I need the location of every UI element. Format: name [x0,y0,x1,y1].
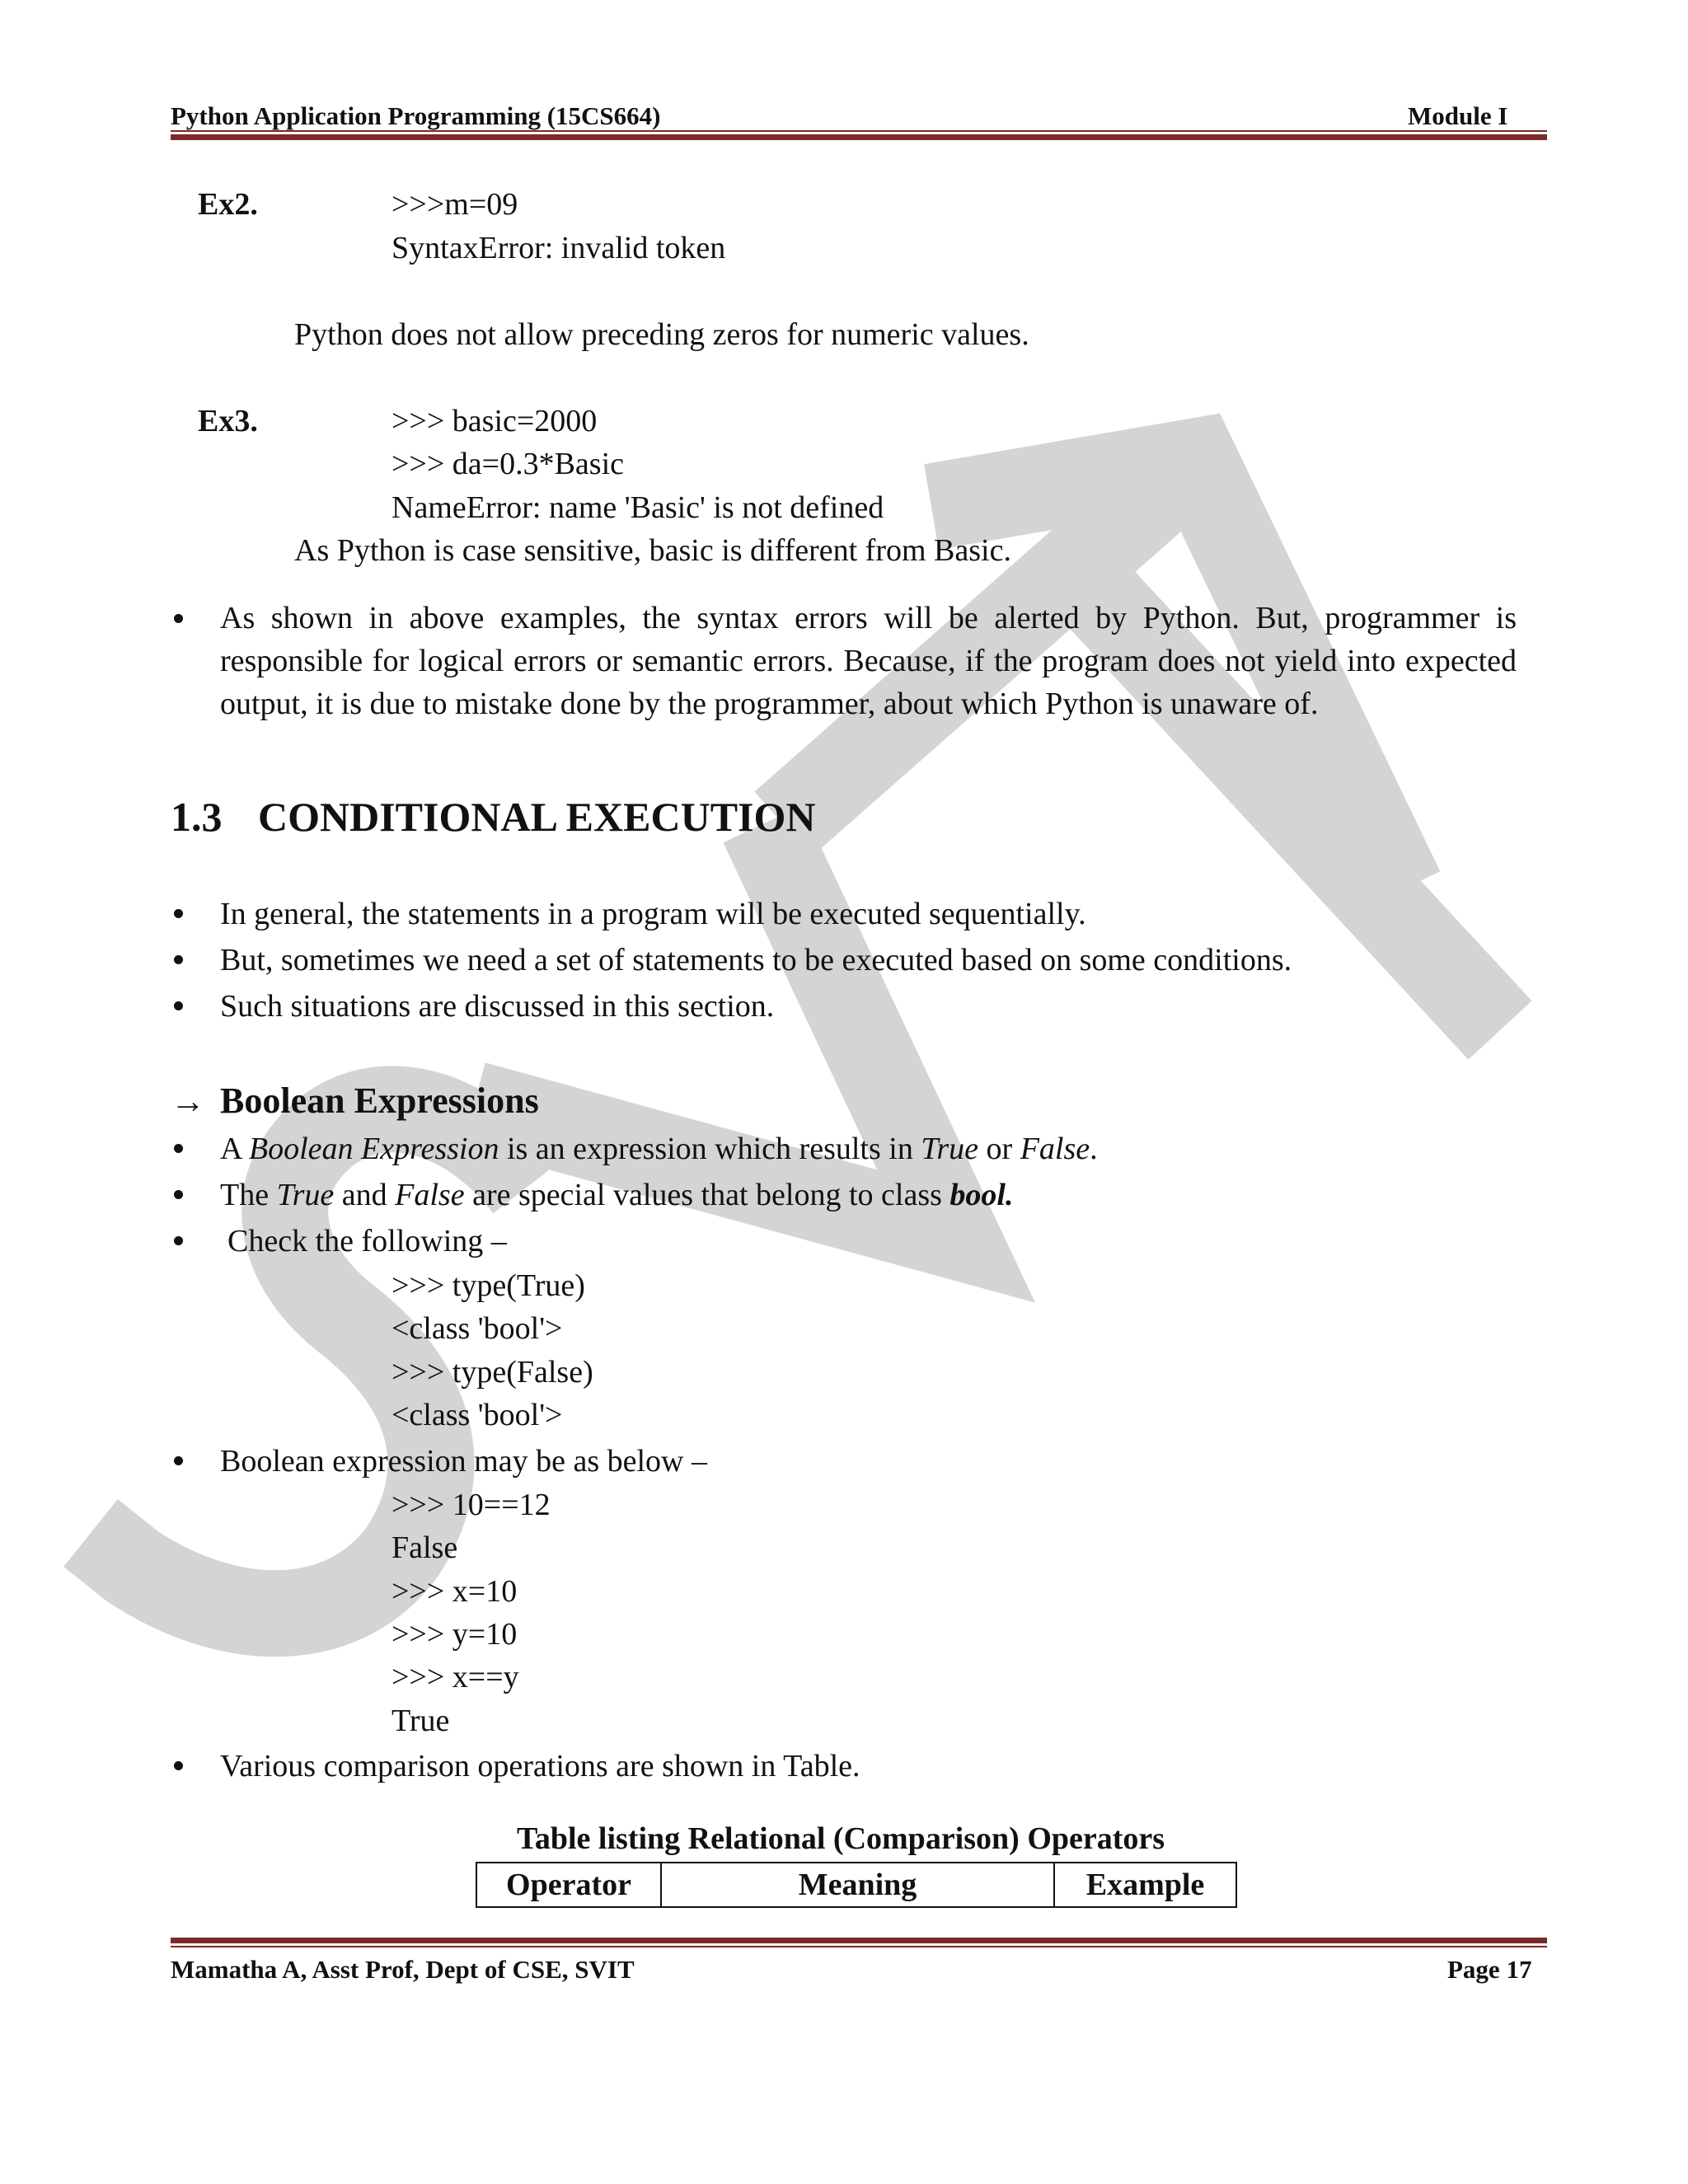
section-bullet-text: But, sometimes we need a set of statements to be executed based on some conditions. [220,943,1292,977]
text-run: The [220,1178,277,1212]
ex3-code-line: >>> basic=2000 [392,404,598,438]
text-run-italic: True [921,1132,979,1166]
operators-table [476,1862,1237,1908]
bullet-icon [174,909,183,918]
ex2-label: Ex2. [198,187,258,222]
text-run: are special values that belong to class [464,1178,950,1212]
code-line: >>> x==y [392,1660,519,1694]
header-title: Python Application Programming (15CS664) [171,101,661,130]
text-run: or [978,1132,1020,1166]
code-line: >>> type(False) [392,1355,593,1390]
arrow-icon: → [171,1083,205,1121]
boolean-definition [220,1133,1098,1165]
code-line: >>> type(True) [392,1268,585,1303]
footer-author: Mamatha A, Asst Prof, Dept of CSE, SVIT [171,1955,635,1984]
footer-rule-thick [171,1938,1547,1943]
header-module: Module I [1408,101,1508,130]
code-line: >>> x=10 [392,1574,518,1609]
boolean-expression-text: Boolean expression may be as below – [220,1444,707,1479]
text-run: A [220,1132,249,1166]
code-line: >>> 10==12 [392,1488,551,1522]
table-header-meaning: Meaning [661,1863,1054,1907]
ex3-label: Ex3. [198,404,258,438]
table-caption: Table listing Relational (Comparison) Operators [517,1821,1165,1856]
code-line: >>> y=10 [392,1617,518,1652]
section-bullet-text: Such situations are discussed in this section. [220,989,775,1024]
comparison-ops-text: Various comparison operations are shown in Table. [220,1749,860,1783]
code-line: <class 'bool'> [392,1311,563,1346]
bullet-icon [174,1190,183,1199]
text-run: and [334,1178,396,1212]
text-run-bold-italic: bool. [950,1178,1014,1212]
text-run-italic: Boolean Expression [248,1132,499,1166]
boolean-values-text [220,1179,1013,1211]
check-following-text: Check the following – [227,1224,507,1258]
text-run-italic: False [1020,1132,1090,1166]
footer-page-number: Page 17 [1447,1955,1532,1984]
ex3-code-line: >>> da=0.3*Basic [392,447,625,481]
section-title: CONDITIONAL EXECUTION [258,794,816,840]
text-run: is an expression which results in [499,1132,921,1166]
ex3-code-line: NameError: name 'Basic' is not defined [392,490,884,525]
bullet-icon [174,1144,183,1153]
table-header-operator: Operator [476,1863,661,1907]
section-bullet-text: In general, the statements in a program will be executed sequentially. [220,897,1086,931]
footer-rule-thin [171,1946,1547,1947]
ex2-note: Python does not allow preceding zeros for numeric values. [294,317,1029,352]
bullet-icon [174,1456,183,1465]
section-number: 1.3 [171,794,223,840]
code-line: True [392,1704,450,1738]
bullet-icon [174,1236,183,1245]
code-line: False [392,1530,458,1565]
ex2-code-line: >>>m=09 [392,187,518,222]
text-run-italic: True [276,1178,335,1212]
text-run-italic: False [395,1178,465,1212]
ex3-note: As Python is case sensitive, basic is different from Basic. [294,533,1011,568]
ex2-code-line: SyntaxError: invalid token [392,231,726,265]
bullet-icon [174,1761,183,1770]
table-header-row [476,1863,1236,1907]
bullet-icon [174,614,183,623]
subsection-title: Boolean Expressions [220,1080,539,1121]
watermark-letter-v [474,824,956,1236]
code-line: <class 'bool'> [392,1398,563,1432]
bullet-icon [174,955,183,964]
header-rule-thick [171,134,1547,140]
bullet-icon [174,1001,183,1010]
table-header-example: Example [1054,1863,1236,1907]
text-run: . [1090,1132,1098,1166]
syntax-errors-paragraph: As shown in above examples, the syntax errors will be alerted by Python. But, programmer is responsible for logical errors or semantic errors. Because, if the program does not yield into expected output, it is due to mistake done by the programmer, about which Python is unaware of. [220,601,1517,721]
header-rule-thin [171,130,1547,132]
